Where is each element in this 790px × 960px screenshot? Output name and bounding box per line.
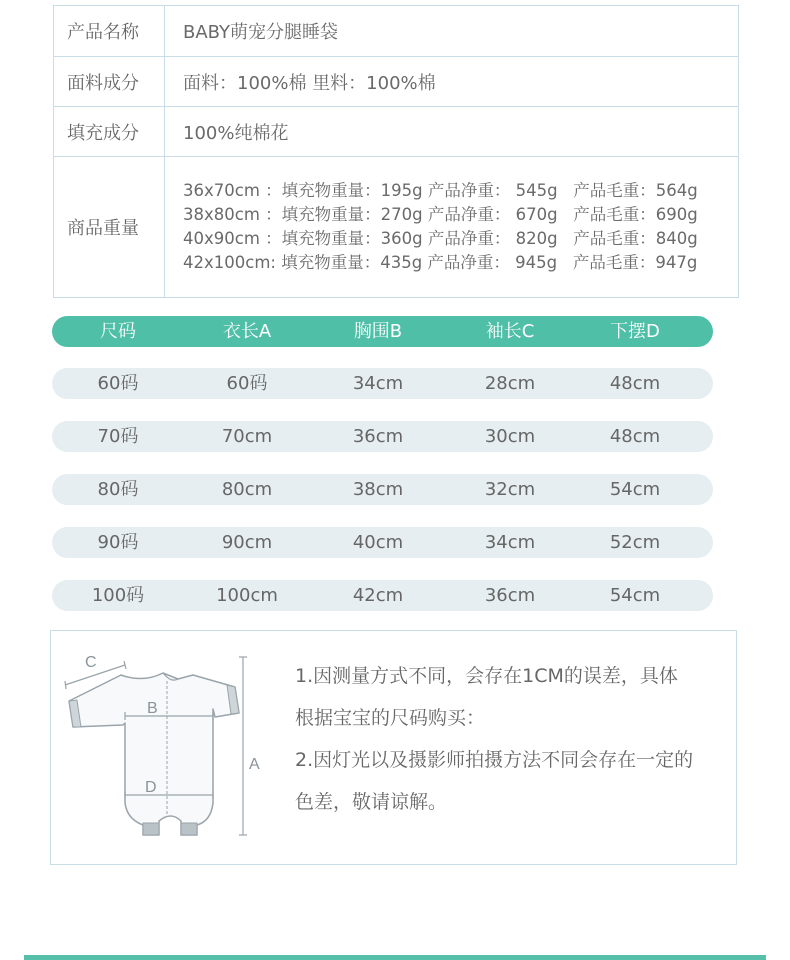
weight-values	[165, 157, 738, 297]
size-row	[52, 368, 713, 399]
product-info-table	[53, 5, 739, 298]
chest-cell: 42cm	[352, 585, 404, 606]
length-cell: 70cm	[221, 426, 273, 447]
weight-line: 42x100cm: 填充物重量：435g 产品净重： 945g 产品毛重：947g	[183, 253, 698, 272]
size-cell: 80码	[97, 479, 139, 500]
hem-cell: 48cm	[609, 373, 661, 394]
chest-cell: 38cm	[352, 479, 404, 500]
fill-label: 填充成分	[54, 107, 165, 156]
sleepsack-diagram-icon	[63, 643, 293, 853]
size-row	[52, 421, 713, 452]
measurement-notes-box	[50, 630, 737, 865]
size-cell: 90码	[97, 532, 139, 553]
note-line: 色差，敬请谅解。	[295, 791, 448, 813]
length-cell: 80cm	[221, 479, 273, 500]
size-row	[52, 580, 713, 611]
bottom-divider	[24, 955, 766, 960]
note-line: 1.因测量方式不同，会存在1CM的误差，具体	[295, 665, 678, 687]
header-length: 衣长A	[222, 321, 272, 342]
label-d: D	[145, 779, 157, 796]
fabric-value: 面料：100%棉 里料：100%棉	[183, 72, 436, 94]
name-label: 产品名称	[54, 6, 165, 56]
notes-text	[295, 655, 725, 823]
size-cell: 70码	[97, 426, 139, 447]
header-chest: 胸围B	[353, 321, 403, 342]
note-line: 2.因灯光以及摄影师拍摄方法不同会存在一定的	[295, 749, 694, 771]
label-a: A	[249, 756, 260, 773]
info-row-name	[54, 6, 738, 57]
info-row-fabric	[54, 57, 738, 107]
size-chart-header	[52, 316, 713, 347]
header-size: 尺码	[100, 321, 136, 342]
hem-cell: 52cm	[609, 532, 661, 553]
fabric-label: 面料成分	[54, 57, 165, 106]
weight-line: 36x70cm ：填充物重量：195g 产品净重： 545g 产品毛重：564g	[183, 181, 698, 200]
size-cell: 100码	[91, 585, 145, 606]
size-row	[52, 474, 713, 505]
sleeve-cell: 30cm	[484, 426, 536, 447]
weight-line: 38x80cm ：填充物重量：270g 产品净重： 670g 产品毛重：690g	[183, 205, 698, 224]
label-b: B	[147, 700, 158, 717]
sleeve-cell: 32cm	[484, 479, 536, 500]
size-row	[52, 527, 713, 558]
length-cell: 60码	[226, 373, 268, 394]
chest-cell: 40cm	[352, 532, 404, 553]
name-value: BABY萌宠分腿睡袋	[183, 22, 339, 43]
hem-cell: 48cm	[609, 426, 661, 447]
hem-cell: 54cm	[609, 479, 661, 500]
info-row-weight	[54, 157, 738, 297]
weight-label: 商品重量	[54, 157, 165, 297]
fill-value: 100%纯棉花	[183, 122, 289, 144]
weight-line: 40x90cm ：填充物重量：360g 产品净重： 820g 产品毛重：840g	[183, 229, 698, 248]
sleeve-cell: 36cm	[484, 585, 536, 606]
chest-cell: 34cm	[352, 373, 404, 394]
length-cell: 90cm	[221, 532, 273, 553]
note-line: 根据宝宝的尺码购买：	[295, 707, 486, 729]
header-sleeve: 袖长C	[485, 321, 535, 342]
label-c: C	[85, 654, 97, 671]
length-cell: 100cm	[216, 585, 278, 606]
hem-cell: 54cm	[609, 585, 661, 606]
size-cell: 60码	[97, 373, 139, 394]
chest-cell: 36cm	[352, 426, 404, 447]
info-row-fill	[54, 107, 738, 157]
sleeve-cell: 34cm	[484, 532, 536, 553]
header-hem: 下摆D	[610, 321, 660, 342]
sleeve-cell: 28cm	[484, 373, 536, 394]
